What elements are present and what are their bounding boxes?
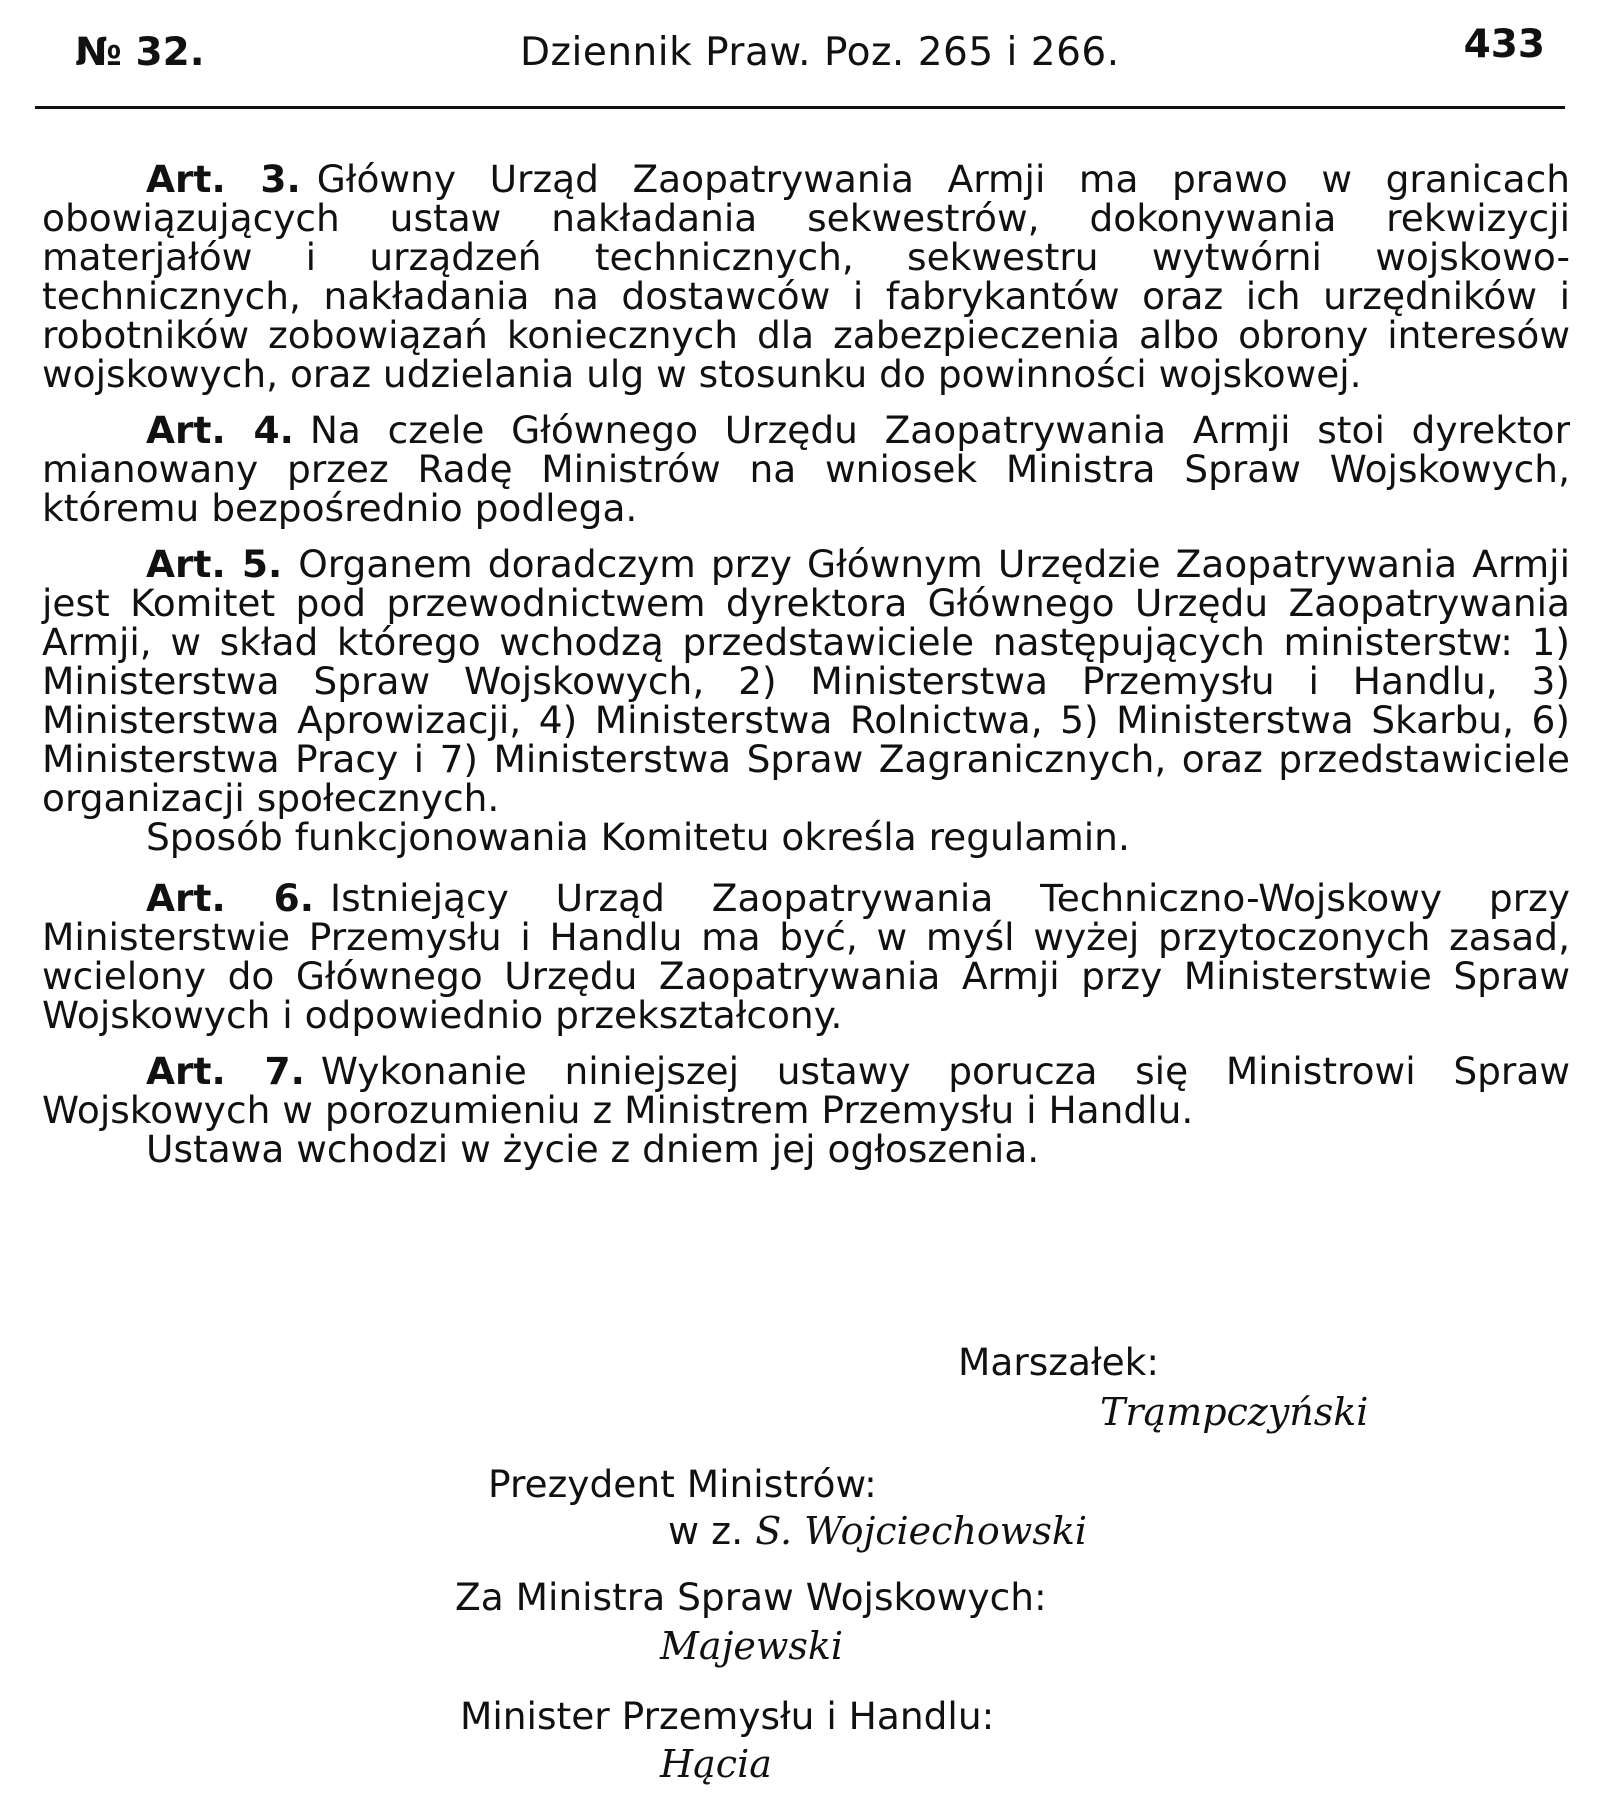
signature-title: Za Ministra Spraw Wojskowych: — [455, 1575, 1047, 1619]
article-text: Na czele Głównego Urzędu Zaopatrywania Armji stoi dyrektor mianowany przez Radę Ministrów na wniosek Ministra Spraw Wojskowych, któremu bezpośrednio podlega. — [42, 408, 1570, 530]
signature-title: Prezydent Ministrów: — [488, 1462, 877, 1506]
article-label: Art. 5. — [146, 542, 283, 586]
signature-name-text: Trąmpczyński — [1100, 1390, 1369, 1434]
article-label: Art. 3. — [146, 157, 301, 201]
article-text: Istniejący Urząd Zaopatrywania Techniczno-Wojskowy przy Ministerstwie Przemysłu i Handlu ma być, w myśl wyżej przytoczonych zasad, wcielony do Głównego Urzędu Zaopatrywania Armji przy Ministerstwie Spraw Wojskowych i odpowiednio przekształcony. — [42, 876, 1570, 1037]
article-4 — [42, 408, 1570, 530]
article-text: Organem doradczym przy Głównym Urzędzie Zaopatrywania Armji jest Komitet pod przewodnictwem dyrektora Głównego Urzędu Zaopatrywania Armji, w skład którego wchodzą przedstawiciele następujących ministerstw: 1) Ministerstwa Spraw Wojskowych, 2) Ministerstwa Przemysłu i Handlu, 3) Ministerstwa Aprowizacji, 4) Ministerstwa Rolnictwa, 5) Ministerstwa Skarbu, 6) Ministerstwa Pracy i 7) Ministerstwa Spraw Zagranicznych, oraz przedstawiciele organizacji społecznych. — [42, 542, 1570, 820]
signature-prefix: w z. — [668, 1509, 756, 1553]
page-header — [75, 22, 1545, 82]
article-text: Wykonanie niniejszej ustawy porucza się Ministrowi Spraw Wojskowych w porozumieniu z Ministrem Przemysłu i Handlu. — [42, 1049, 1570, 1132]
signature-name — [660, 1742, 772, 1786]
article-label: Art. 6. — [146, 876, 315, 920]
signature-name — [668, 1509, 1087, 1553]
article-text: Główny Urząd Zaopatrywania Armji ma prawo w granicach obowiązujących ustaw nakładania sekwestrów, dokonywania rekwizycji materjałów i urządzeń technicznych, sekwestru wytwórni wojskowo-technicznych, nakładania na dostawców i fabrykantów oraz ich urzędników i robotników zobowiązań koniecznych dla zabezpieczenia albo obrony interesów wojskowych, oraz udzielania ulg w stosunku do powinności wojskowej. — [42, 157, 1570, 396]
signature-name-text: Majewski — [660, 1624, 844, 1668]
article-5 — [42, 542, 1570, 820]
article-7-extra: Ustawa wchodzi w życie z dniem jej ogłoszenia. — [146, 1127, 1040, 1171]
signature-name — [1100, 1390, 1368, 1434]
article-label: Art. 4. — [146, 408, 294, 452]
signature-title: Minister Przemysłu i Handlu: — [460, 1694, 995, 1738]
issue-number: № 32. — [75, 30, 205, 75]
article-7 — [42, 1049, 1570, 1132]
article-3 — [42, 157, 1570, 396]
signature-name-text: S. Wojciechowski — [755, 1509, 1088, 1553]
page-number: 433 — [1463, 22, 1545, 67]
article-label: Art. 7. — [146, 1049, 305, 1093]
header-rule — [35, 106, 1565, 109]
signature-name-text: Hącia — [660, 1742, 772, 1786]
journal-title: Dziennik Praw. Poz. 265 i 266. — [520, 30, 1120, 75]
signature-title: Marszałek: — [958, 1340, 1160, 1384]
article-6 — [42, 876, 1570, 1037]
signature-name — [660, 1624, 843, 1668]
articles-body — [42, 157, 1570, 1191]
article-5-extra: Sposób funkcjonowania Komitetu określa regulamin. — [146, 815, 1130, 859]
